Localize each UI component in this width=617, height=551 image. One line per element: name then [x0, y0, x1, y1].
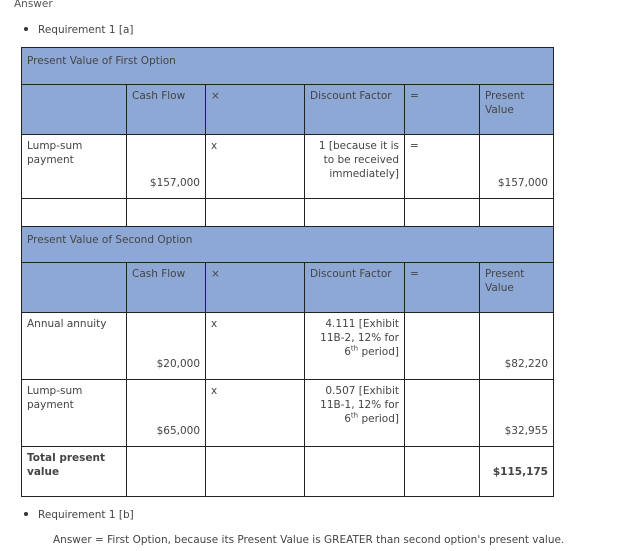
- header-discount-factor: Discount Factor: [305, 263, 405, 313]
- header-equals: =: [405, 263, 480, 313]
- requirement-1a-bullet: [24, 24, 134, 36]
- discount-factor-value: 4.111 [Exhibit 11B-2, 12% for 6th period]: [305, 313, 405, 380]
- header-multiply: ×: [206, 85, 305, 135]
- second-option-title: Present Value of Second Option: [22, 227, 554, 263]
- equals-sign: =: [405, 135, 480, 199]
- row-label: Lump-sum payment: [22, 135, 127, 199]
- header-cash-flow: Cash Flow: [127, 85, 206, 135]
- header-blank: [22, 263, 127, 313]
- answer-heading: Answer: [14, 0, 53, 10]
- cash-flow-value: $65,000: [127, 380, 206, 447]
- header-discount-factor: Discount Factor: [305, 85, 405, 135]
- second-option-header-row: [22, 263, 554, 313]
- bullet-dot-icon: [24, 27, 28, 31]
- header-present-value: Present Value: [480, 85, 554, 135]
- present-value-value: $157,000: [480, 135, 554, 199]
- requirement-1b-bullet: [24, 509, 134, 521]
- multiply-sign: x: [206, 135, 305, 199]
- answer-statement: Answer = First Option, because its Present Value is GREATER than second option's present value.: [53, 534, 565, 546]
- total-label: Total present value: [22, 447, 127, 497]
- requirement-1a-label: Requirement 1 [a]: [38, 24, 134, 36]
- first-option-title: Present Value of First Option: [22, 48, 554, 85]
- header-blank: [22, 85, 127, 135]
- present-value-value: $82,220: [480, 313, 554, 380]
- header-cash-flow: Cash Flow: [127, 263, 206, 313]
- row-label: Annual annuity: [22, 313, 127, 380]
- total-present-value: $115,175: [480, 447, 554, 497]
- multiply-sign: x: [206, 313, 305, 380]
- present-value-value: $32,955: [480, 380, 554, 447]
- row-label: Lump-sum payment: [22, 380, 127, 447]
- empty-row: [22, 199, 554, 227]
- header-multiply: ×: [206, 263, 305, 313]
- total-row: [22, 447, 554, 497]
- header-present-value: Present Value: [480, 263, 554, 313]
- discount-factor-value: 1 [because it is to be received immediately]: [305, 135, 405, 199]
- second-option-title-row: [22, 227, 554, 263]
- discount-factor-value: 0.507 [Exhibit 11B-1, 12% for 6th period]: [305, 380, 405, 447]
- present-value-table: [21, 47, 554, 497]
- table-row: [22, 135, 554, 199]
- first-option-header-row: [22, 85, 554, 135]
- table-row: [22, 313, 554, 380]
- cash-flow-value: $157,000: [127, 135, 206, 199]
- header-equals: =: [405, 85, 480, 135]
- cash-flow-value: $20,000: [127, 313, 206, 380]
- requirement-1b-label: Requirement 1 [b]: [38, 509, 134, 521]
- bullet-dot-icon: [24, 512, 28, 516]
- table-row: [22, 380, 554, 447]
- multiply-sign: x: [206, 380, 305, 447]
- first-option-title-row: [22, 48, 554, 85]
